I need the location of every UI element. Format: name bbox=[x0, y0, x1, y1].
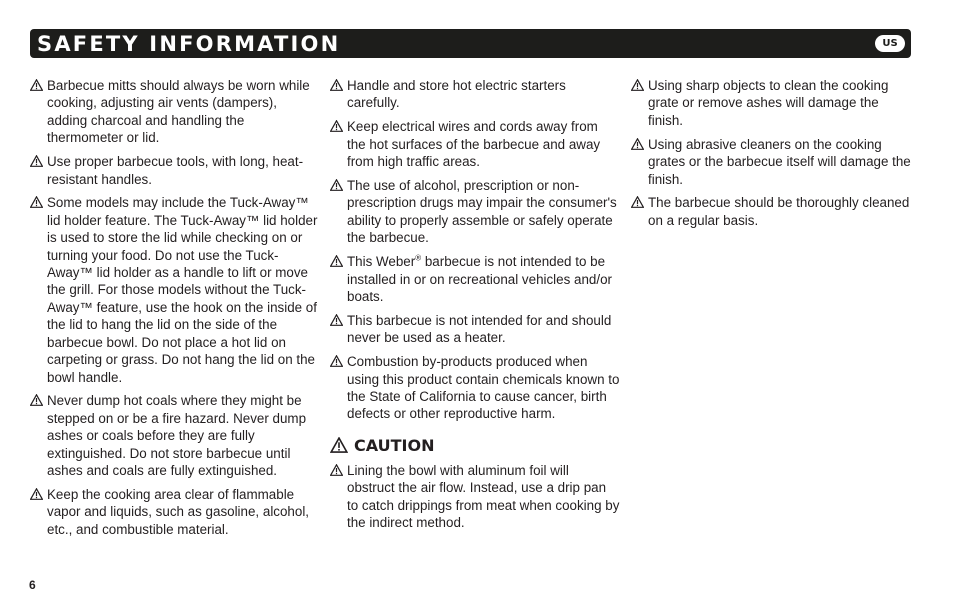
warning-triangle-icon bbox=[330, 79, 343, 91]
caution-heading bbox=[330, 435, 620, 457]
warning-triangle-icon bbox=[330, 120, 343, 132]
safety-item-text: Combustion by-products produced when using this product contain chemicals known to the State of California to cause cancer, birth defects or other reproductive harm. bbox=[347, 354, 620, 422]
warning-triangle-icon bbox=[330, 179, 343, 191]
safety-item-text: Keep the cooking area clear of flammable vapor and liquids, such as gasoline, alcohol, etc., and combustible material. bbox=[47, 486, 310, 537]
safety-item-text: Use proper barbecue tools, with long, heat-resistant handles. bbox=[47, 154, 304, 187]
safety-item bbox=[330, 77, 620, 112]
page-title: SAFETY INFORMATION bbox=[37, 32, 341, 56]
warning-triangle-icon bbox=[330, 255, 343, 267]
caution-item bbox=[330, 462, 620, 532]
section-header bbox=[30, 29, 911, 58]
column-1 bbox=[30, 77, 320, 545]
safety-item-text: Handle and store hot electric starters carefully. bbox=[347, 78, 566, 111]
safety-item bbox=[30, 194, 320, 385]
safety-item-text bbox=[347, 254, 612, 304]
weber-text-rest: barbecue is not intended to be installed in or on recreational vehicles and/or boats. bbox=[347, 254, 612, 304]
warning-triangle-icon bbox=[631, 196, 644, 208]
safety-item-text: Using abrasive cleaners on the cooking grates or the barbecue itself will damage the finish. bbox=[648, 136, 911, 187]
safety-item bbox=[631, 77, 911, 129]
safety-item bbox=[330, 177, 620, 247]
safety-item-text: Keep electrical wires and cords away from the hot surfaces of the barbecue and away from high traffic areas. bbox=[347, 119, 601, 170]
safety-item bbox=[30, 153, 320, 188]
safety-item-text: Barbecue mitts should always be worn while cooking, adjusting air vents (dampers), adding charcoal and handling the thermometer or lid. bbox=[47, 78, 310, 146]
warning-triangle-icon bbox=[631, 79, 644, 91]
page-number: 6 bbox=[29, 578, 36, 592]
safety-item bbox=[330, 312, 620, 347]
warning-triangle-icon bbox=[30, 196, 43, 208]
weber-text: This Weber bbox=[347, 254, 416, 270]
safety-item-text: Using sharp objects to clean the cooking grate or remove ashes will damage the finish. bbox=[648, 78, 889, 128]
warning-triangle-icon bbox=[30, 155, 43, 167]
safety-item-text: The barbecue should be thoroughly cleaned on a regular basis. bbox=[648, 195, 910, 228]
caution-label: CAUTION bbox=[354, 435, 435, 455]
region-badge: US bbox=[875, 35, 905, 52]
safety-item bbox=[30, 486, 320, 538]
safety-item-text: This barbecue is not intended for and should never be used as a heater. bbox=[347, 312, 612, 346]
warning-triangle-icon bbox=[30, 394, 43, 406]
safety-item bbox=[30, 392, 320, 479]
safety-item-text: The use of alcohol, prescription or non-prescription drugs may impair the consumer's ability to properly assemble or safely operate the barbecue. bbox=[347, 178, 617, 246]
safety-item-text: Never dump hot coals where they might be stepped on or be a fire hazard. Never dump ashes or coals before they are fully extinguished. Do not store barbecue until ashes and coals are fully extinguished. bbox=[47, 393, 307, 479]
safety-item bbox=[30, 77, 320, 147]
warning-triangle-icon bbox=[330, 355, 343, 367]
caution-item-text: Lining the bowl with aluminum foil will obstruct the air flow. Instead, use a drip pan to catch drippings from meat when cooking by the indirect method. bbox=[347, 462, 620, 531]
warning-triangle-icon bbox=[330, 437, 348, 453]
registered-mark: ® bbox=[415, 253, 422, 263]
safety-item-text: Some models may include the Tuck-Away™ lid holder feature. The Tuck-Away™ lid holder is used to store the lid while checking on or turning your food. Do not use the Tuck-Away™ lid holder as a handle to lift or move the grill. For those models without the Tuck-Away™ feature, use the hook on the inside of the lid to hang the lid on the side of the barbecue bowl. Do not place a hot lid on carpeting or grass. Do not hang the lid on the bowl handle. bbox=[47, 195, 318, 385]
safety-item bbox=[631, 194, 911, 229]
warning-triangle-icon bbox=[631, 138, 644, 150]
safety-item bbox=[330, 353, 620, 423]
column-2 bbox=[330, 77, 620, 538]
safety-item bbox=[631, 136, 911, 188]
column-3 bbox=[631, 77, 911, 236]
safety-item bbox=[330, 118, 620, 170]
warning-triangle-icon bbox=[330, 464, 343, 476]
warning-triangle-icon bbox=[30, 488, 43, 500]
warning-triangle-icon bbox=[30, 79, 43, 91]
warning-triangle-icon bbox=[330, 314, 343, 326]
safety-item bbox=[330, 253, 620, 305]
